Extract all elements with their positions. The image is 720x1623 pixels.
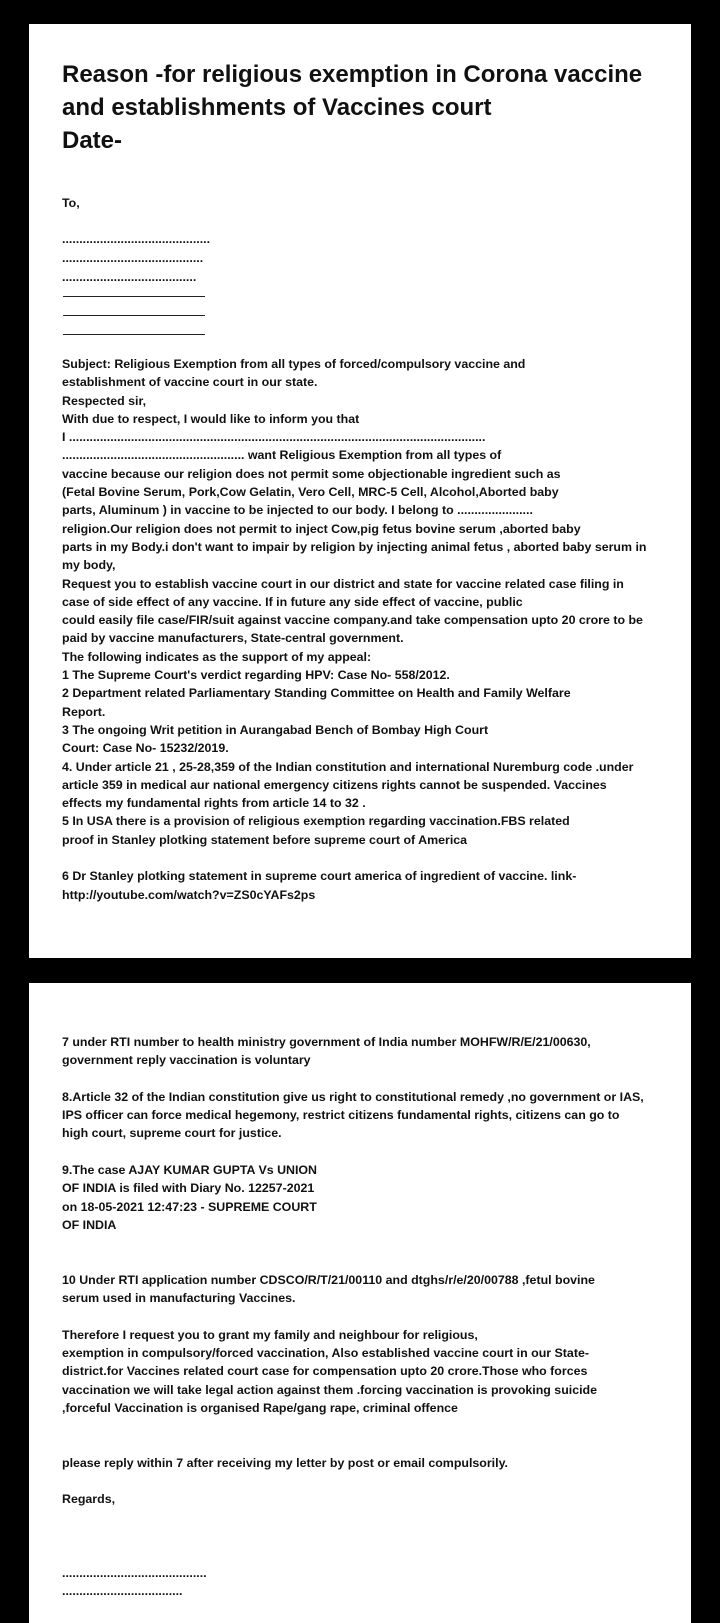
body-line: please reply within 7 after receiving my letter by post or email compulsorily. bbox=[62, 1455, 508, 1470]
body-line: high court, supreme court for justice. bbox=[62, 1126, 282, 1141]
letter-body-continued bbox=[62, 1033, 682, 1600]
body-line: 4. Under article 21 , 25-28,359 of the Indian constitution and international Nuremburg code .under bbox=[62, 759, 634, 774]
body-line: http://youtube.com/watch?v=ZS0cYAFs2ps bbox=[62, 887, 316, 902]
body-line: on 18-05-2021 12:47:23 - SUPREME COURT bbox=[62, 1199, 317, 1214]
body-line: With due to respect, I would like to inform you that bbox=[62, 411, 360, 426]
body-line: case of side effect of any vaccine. If in future any side effect of vaccine, public bbox=[62, 594, 523, 609]
body-line: effects my fundamental rights from article 14 to 32 . bbox=[62, 796, 366, 811]
body-line: 3 The ongoing Writ petition in Aurangabad Bench of Bombay High Court bbox=[62, 722, 489, 737]
body-line bbox=[62, 1417, 682, 1435]
body-line: 9.The case AJAY KUMAR GUPTA Vs UNION bbox=[62, 1163, 317, 1178]
body-line: ,forceful Vaccination is organised Rape/gang rape, criminal offence bbox=[62, 1400, 458, 1415]
body-line: Regards, bbox=[62, 1492, 116, 1507]
body-line: 6 Dr Stanley plotking statement in supreme court america of ingredient of vaccine. link- bbox=[62, 869, 577, 884]
body-line bbox=[62, 1307, 682, 1325]
body-line: district.for Vaccines related court case for compensation upto 20 crore.Those who forces bbox=[62, 1364, 588, 1379]
body-line bbox=[62, 1509, 682, 1527]
body-line: ................................... bbox=[62, 1583, 183, 1598]
body-line bbox=[62, 1472, 682, 1490]
body-line: parts in my Body.i don't want to impair by religion by injecting animal fetus , aborted baby serum in bbox=[62, 539, 647, 554]
title-line: and establishments of Vaccines court bbox=[62, 94, 492, 121]
body-line: 1 The Supreme Court's verdict regarding HPV: Case No- 558/2012. bbox=[62, 668, 450, 683]
body-line: exemption in compulsory/forced vaccination, Also established vaccine court in our State- bbox=[62, 1346, 589, 1361]
body-line bbox=[62, 1070, 682, 1088]
address-line: ....................................... bbox=[62, 270, 197, 284]
body-line: Subject: Religious Exemption from all types of forced/compulsory vaccine and bbox=[62, 357, 526, 371]
body-line: 7 under RTI number to health ministry government of India number MOHFW/R/E/21/00630, bbox=[62, 1035, 591, 1049]
body-line: Respected sir, bbox=[62, 393, 147, 408]
address-rule bbox=[63, 296, 205, 297]
body-line: religion.Our religion does not permit to inject Cow,pig fetus bovine serum ,aborted baby bbox=[62, 521, 581, 536]
body-line: I ......................................................................................................................... bbox=[62, 430, 486, 445]
letter-page-2 bbox=[29, 983, 691, 1623]
body-line bbox=[62, 1527, 682, 1545]
letter-body bbox=[62, 355, 682, 904]
body-line bbox=[62, 1234, 682, 1252]
body-line: could easily file case/FIR/suit against vaccine company.and take compensation upto 20 crore to be bbox=[62, 613, 643, 628]
body-line: OF INDIA is filed with Diary No. 12257-2021 bbox=[62, 1181, 315, 1196]
body-line bbox=[62, 1143, 682, 1161]
body-line: proof in Stanley plotking statement before supreme court of America bbox=[62, 832, 468, 847]
body-line bbox=[62, 1436, 682, 1454]
body-line: Report. bbox=[62, 704, 106, 719]
date-line: Date- bbox=[62, 127, 123, 154]
body-line: 8.Article 32 of the Indian constitution give us right to constitutional remedy ,no government or IAS, bbox=[62, 1089, 644, 1104]
body-line bbox=[62, 849, 682, 867]
body-line: parts, Aluminum ) in vaccine to be injected to our body. I belong to ...................... bbox=[62, 503, 533, 518]
address-block bbox=[62, 230, 210, 287]
address-line: ........................................... bbox=[62, 232, 211, 246]
body-line: serum used in manufacturing Vaccines. bbox=[62, 1291, 296, 1306]
letter-title bbox=[62, 58, 672, 157]
body-line: The following indicates as the support of my appeal: bbox=[62, 649, 372, 664]
body-line bbox=[62, 1545, 682, 1563]
body-line: establishment of vaccine court in our state. bbox=[62, 375, 318, 390]
body-line: article 359 in medical aur national emergency citizens rights cannot be suspended. Vaccines bbox=[62, 777, 607, 792]
body-line: paid by vaccine manufacturers, State-central government. bbox=[62, 631, 404, 646]
body-line: IPS officer can force medical hegemony, restrict citizens fundamental rights, citizens can go to bbox=[62, 1108, 620, 1123]
address-rule bbox=[63, 334, 205, 335]
body-line: vaccine because our religion does not permit some objectionable ingredient such as bbox=[62, 466, 561, 481]
title-line: Reason -for religious exemption in Corona vaccine bbox=[62, 61, 643, 88]
body-line: vaccination we will take legal action against them .forcing vaccination is provoking suicide bbox=[62, 1382, 598, 1397]
body-line: .......................................... bbox=[62, 1565, 207, 1580]
address-line: ......................................... bbox=[62, 251, 204, 265]
body-line: OF INDIA bbox=[62, 1217, 117, 1232]
body-line bbox=[62, 1253, 682, 1271]
body-line: government reply vaccination is voluntary bbox=[62, 1053, 311, 1068]
body-line: Therefore I request you to grant my family and neighbour for religious, bbox=[62, 1327, 478, 1342]
body-line: (Fetal Bovine Serum, Pork,Cow Gelatin, Vero Cell, MRC-5 Cell, Alcohol,Aborted baby bbox=[62, 485, 559, 500]
body-line: Court: Case No- 15232/2019. bbox=[62, 741, 229, 756]
body-line: 10 Under RTI application number CDSCO/R/T/21/00110 and dtghs/r/e/20/00788 ,fetul bovine bbox=[62, 1272, 595, 1287]
address-rule bbox=[63, 315, 205, 316]
body-line: 2 Department related Parliamentary Standing Committee on Health and Family Welfare bbox=[62, 686, 571, 701]
to-label: To, bbox=[62, 196, 80, 210]
body-line: ..................................................... want Religious Exemption from all types of bbox=[62, 448, 502, 463]
body-line: my body, bbox=[62, 558, 116, 573]
letter-page-1 bbox=[29, 24, 691, 958]
body-line: Request you to establish vaccine court in our district and state for vaccine related case filing in bbox=[62, 576, 624, 591]
body-line: 5 In USA there is a provision of religious exemption regarding vaccination.FBS related bbox=[62, 814, 570, 829]
